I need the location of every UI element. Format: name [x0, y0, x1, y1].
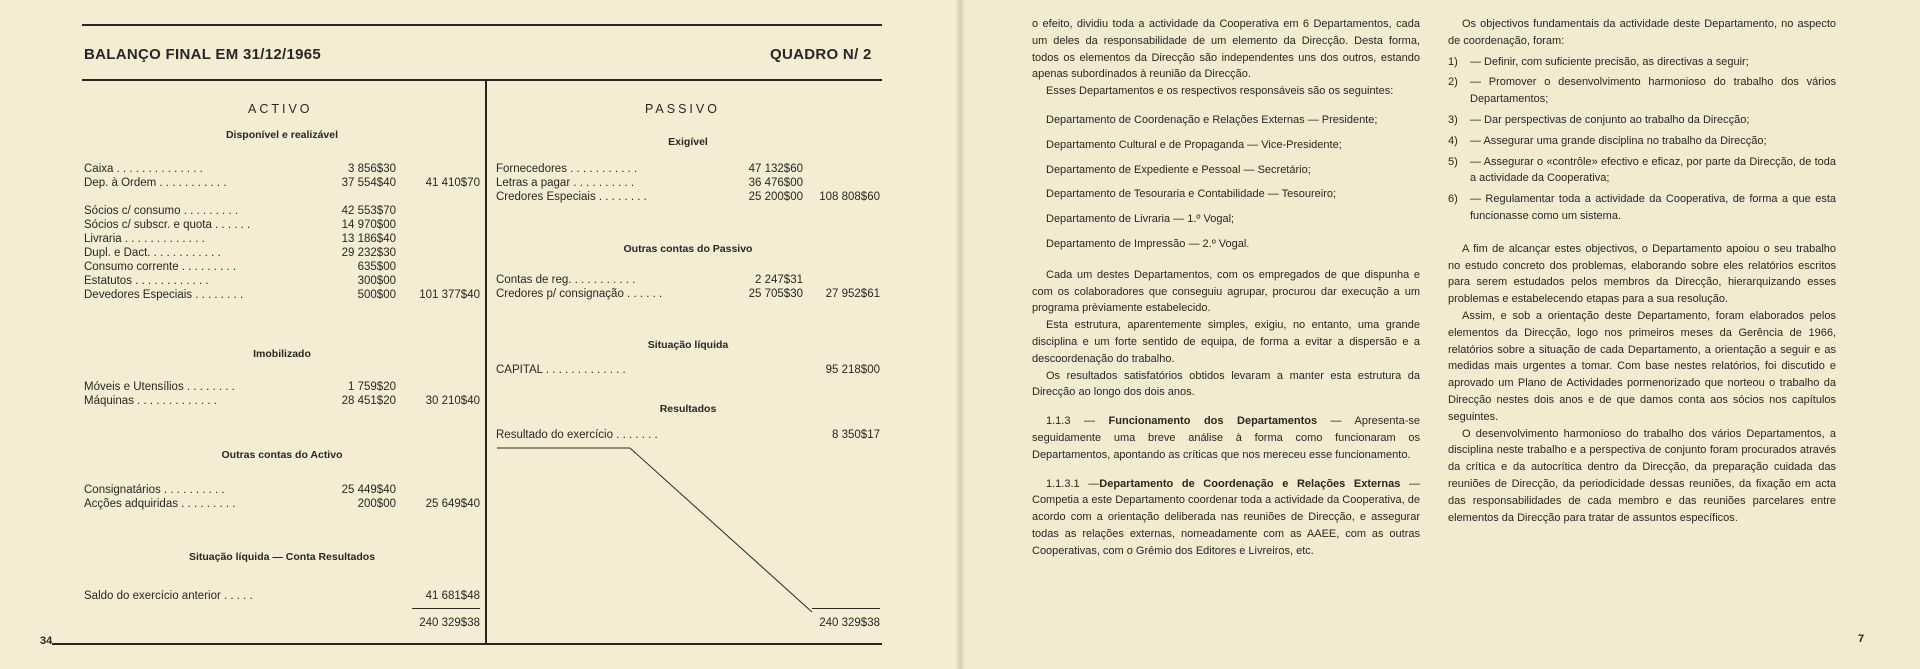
- objective-number: 4): [1448, 134, 1458, 147]
- section-title: Outras contas do Passivo: [623, 243, 753, 255]
- row-total: 30 210$40: [425, 395, 480, 407]
- objective-text: — Regulamentar toda a actividade da Cooperativa, de forma a que esta funcionasse como um sistema.: [1470, 193, 1836, 222]
- section-title: Disponível e realizável: [225, 129, 339, 141]
- paragraph: Esta estrutura, aparentemente simples, exigiu, no entanto, uma grande disciplina e um forte sentido de equipa, de forma a evitar a dispersão e a descoordenação do trabalho.: [1032, 319, 1420, 365]
- section-title: Outras contas do Activo: [221, 449, 343, 461]
- balance-title: BALANÇO FINAL EM 31/12/1965: [84, 46, 322, 63]
- section-text: — Competia a este Departamento coordenar toda a actividade da Cooperativa, de acordo com a orientação deliberada nas reuniões de Direcção, e assegurar todas as relações externas, nomeadamente com as AAEE, com as outras Cooperativas, com o Grémio dos Editores e Livreiros, etc.: [1032, 477, 1420, 557]
- objective-number: 5): [1448, 155, 1458, 168]
- department-item: Departamento de Impressão — 2.º Vogal.: [1046, 237, 1250, 250]
- objective-text: — Definir, com suficiente precisão, as directivas a seguir;: [1470, 55, 1749, 68]
- row-label: Livraria . . . . . . . . . . . . .: [84, 233, 205, 245]
- row-total: 101 377$40: [419, 289, 480, 301]
- objective-number: 3): [1448, 113, 1458, 126]
- objective-text: — Assegurar o «contrôle» efectivo e eficaz, por parte da Direcção, de toda a actividade da Cooperativa;: [1470, 155, 1836, 185]
- objective-text: — Promover o desenvolvimento harmonioso do trabalho dos vários Departamentos;: [1470, 76, 1836, 106]
- quadro-label: QUADRO N/ 2: [770, 46, 872, 63]
- row-value: 28 451$20: [341, 395, 396, 407]
- row-label: Dupl. e Dact. . . . . . . . . . . .: [84, 247, 221, 259]
- section-title: Resultados: [659, 403, 717, 415]
- page-number-right: 7: [1858, 633, 1865, 645]
- passivo-heading: PASSIVO: [645, 102, 720, 116]
- objective-item: [1448, 74, 1836, 108]
- row-label: Fornecedores . . . . . . . . . . .: [496, 163, 638, 175]
- department-item: Departamento de Tesouraria e Contabilidade — Tesoureiro;: [1046, 188, 1337, 201]
- row-value: 13 186$40: [341, 233, 396, 245]
- row-label: Acções adquiridas . . . . . . . . .: [84, 498, 236, 510]
- row-label: Devedores Especiais . . . . . . . .: [84, 289, 244, 301]
- row-value: 1 759$20: [348, 381, 396, 393]
- row-label: Contas de reg. . . . . . . . . . .: [496, 274, 636, 286]
- objective-number: 6): [1448, 193, 1458, 206]
- section-title: Situação líquida: [647, 339, 729, 351]
- section-title: Departamento de Coordenação e Relações Externas: [1099, 477, 1401, 490]
- objectives-list: [1448, 54, 1836, 225]
- row-value: 47 132$60: [748, 163, 803, 175]
- paragraph: o efeito, dividiu toda a actividade da Cooperativa em 6 Departamentos, cada um deles da responsabilidade de um elemento da Direcção. Desta forma, todos os elementos da Direcção são independentes uns dos outros, estando apenas subordinados à reunião da Direcção.: [1032, 18, 1420, 81]
- paragraph: Cada um destes Departamentos, com os empregados de que dispunha e com os colaboradores que conseguiu agrupar, procurou dar execução a um programa prèviamente estabelecido.: [1032, 268, 1420, 315]
- row-value: 37 554$40: [341, 177, 396, 189]
- department-item: Departamento Cultural e de Propaganda — Vice-Presidente;: [1046, 138, 1342, 151]
- row-value: 42 553$70: [341, 205, 396, 217]
- row-label: Credores p/ consignação . . . . . .: [496, 288, 663, 300]
- page-number-left: 34: [40, 635, 53, 647]
- row-label: Consumo corrente . . . . . . . . .: [84, 261, 237, 273]
- row-value: 25 449$40: [341, 484, 396, 496]
- row-label: Saldo do exercício anterior . . . . .: [84, 590, 253, 602]
- activo-heading: ACTIVO: [248, 102, 313, 116]
- paragraph: Os resultados satisfatórios obtidos levaram a manter esta estrutura da Direcção ao longo dos dois anos.: [1032, 369, 1420, 399]
- department-item: Departamento de Coordenação e Relações Externas — Presidente;: [1046, 113, 1378, 126]
- diag-slope: [630, 448, 812, 612]
- row-label: Letras a pagar . . . . . . . . . .: [496, 177, 635, 189]
- section-title: Imobilizado: [253, 348, 311, 360]
- row-total: 25 649$40: [425, 498, 480, 510]
- row-value: 300$00: [357, 275, 396, 287]
- objective-item: [1448, 112, 1836, 129]
- objective-item: [1448, 154, 1836, 188]
- objective-number: 2): [1448, 76, 1458, 89]
- objective-item: [1448, 54, 1836, 71]
- row-label: Consignatários . . . . . . . . . .: [84, 484, 225, 496]
- row-total: 95 218$00: [825, 364, 880, 376]
- row-label: Resultado do exercício . . . . . . .: [496, 429, 658, 441]
- row-total: 8 350$17: [832, 429, 880, 441]
- objective-text: — Assegurar uma grande disciplina no trabalho da Direcção;: [1470, 134, 1767, 147]
- row-label: Móveis e Utensílios . . . . . . . .: [84, 381, 235, 393]
- row-value: 14 970$00: [341, 219, 396, 231]
- passivo-grand-total: 240 329$38: [819, 617, 880, 629]
- paragraph: Os objectivos fundamentais da actividade deste Departamento, no aspecto de coordenação, foram:: [1448, 18, 1836, 47]
- section-number: 1.1.3.1 —: [1046, 477, 1100, 490]
- row-value: 25 705$30: [748, 288, 803, 300]
- department-item: Departamento de Expediente e Pessoal — Secretário;: [1046, 163, 1311, 176]
- row-value: 3 856$30: [348, 163, 396, 175]
- section-title: Exigível: [668, 136, 708, 148]
- section-1-1-3-1: [1032, 476, 1420, 560]
- row-value: 25 200$00: [748, 191, 803, 203]
- row-total: 27 952$61: [825, 288, 880, 300]
- row-label: Dep. à Ordem . . . . . . . . . . .: [84, 177, 227, 189]
- row-value: 635$00: [357, 261, 396, 273]
- departments-list: [1032, 112, 1420, 253]
- row-label: Caixa . . . . . . . . . . . . . .: [84, 163, 203, 175]
- paragraph: Esses Departamentos e os respectivos responsáveis são os seguintes:: [1046, 85, 1394, 98]
- row-label: Estatutos . . . . . . . . . . . .: [84, 275, 209, 287]
- department-item: Departamento de Livraria — 1.º Vogal;: [1046, 213, 1235, 226]
- row-value: 29 232$30: [341, 247, 396, 259]
- row-value: 500$00: [357, 289, 396, 301]
- objective-item: [1448, 191, 1836, 225]
- paragraph: O desenvolvimento harmonioso do trabalho dos vários Departamentos, a disciplina neste trabalho e a perspectiva de conjunto foram procurados através da crítica e da autocrítica dentro da Direcção, da preparação cuidada das reuniões de Direcção, da periodicidade dessas reuniões, da fixação em acta das responsabilidades de cada membro e das reuniões parcelares entre elementos da Direcção para tratar de assuntos específicos.: [1448, 427, 1836, 524]
- paragraph: A fim de alcançar estes objectivos, o Departamento apoiou o seu trabalho no estudo concreto dos problemas, elaborando sobre eles relatórios escritos para serem estudados pelos membros da Direcção, hierarquizando esses problemas e estabelecendo etapas para a sua resolução.: [1448, 242, 1836, 306]
- section-1-1-3: [1032, 413, 1420, 463]
- section-number: 1.1.3 —: [1046, 415, 1095, 428]
- section-text: — Apresenta-se seguidamente uma breve análise à forma como funcionaram os Departamentos, apontando as críticas que nos mereceu esse funcionamento.: [1032, 415, 1420, 461]
- paragraph: Assim, e sob a orientação deste Departamento, foram elaborados pelos elementos da Direcção, logo nos primeiros meses da Gerência de 1966, relatórios sobre a situação de cada Departamento, a orientação a seguir e as medidas mais urgentes a tomar. Com base nestes relatórios, foi discutido e aprovado um Plano de Actividades pormenorizado que norteou o trabalho da Direcção nestes dois anos e de que damos conta aos sócios nos capítulos seguintes.: [1448, 309, 1836, 423]
- text-column-1: [1032, 16, 1420, 560]
- activo-grand-total: 240 329$38: [419, 617, 480, 629]
- section-title: Situação líquida — Conta Resultados: [188, 551, 376, 563]
- row-value: 200$00: [357, 498, 396, 510]
- objective-number: 1): [1448, 55, 1458, 68]
- objective-item: [1448, 133, 1836, 150]
- row-label: CAPITAL . . . . . . . . . . . . .: [496, 364, 626, 376]
- text-column-2: [1448, 16, 1836, 526]
- row-value: 2 247$31: [755, 274, 803, 286]
- row-label: Sócios c/ consumo . . . . . . . . .: [84, 205, 239, 217]
- row-total: 108 808$60: [819, 191, 880, 203]
- row-value: 36 476$00: [748, 177, 803, 189]
- row-total: 41 410$70: [425, 177, 480, 189]
- row-label: Credores Especiais . . . . . . . .: [496, 191, 647, 203]
- objective-text: — Dar perspectivas de conjunto ao trabalho da Direcção;: [1470, 113, 1750, 126]
- section-title: Funcionamento dos Departamentos: [1108, 415, 1318, 428]
- row-total: 41 681$48: [425, 590, 480, 602]
- row-label: Máquinas . . . . . . . . . . . . .: [84, 395, 217, 407]
- row-label: Sócios c/ subscr. e quota . . . . . .: [84, 219, 251, 231]
